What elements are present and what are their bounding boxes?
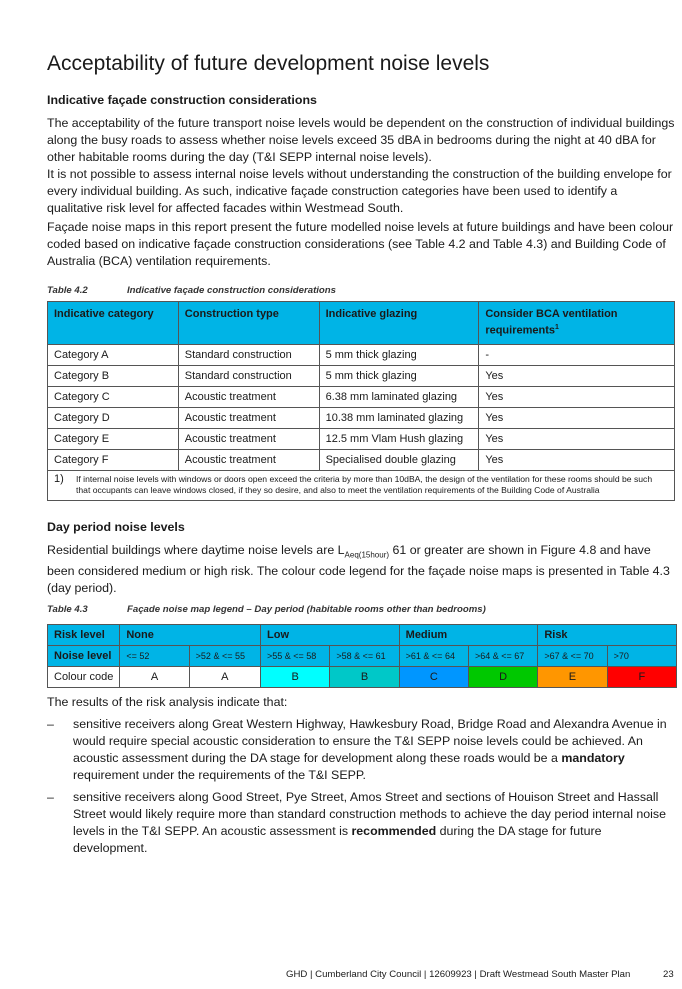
subscript: Aeq(15hour): [344, 550, 390, 560]
table-cell: 5 mm thick glazing: [319, 365, 479, 386]
text: sensitive receivers along Good Street, Pye Street, Amos Street and sections of Houison Street and Hassall Street would likely require more than standard construction methods to achieve the day period internal noise levels in the T&I SEPP. An acoustic assessment is: [73, 790, 667, 838]
colour-code-cell: C: [399, 667, 468, 688]
noise-map-legend-table: [47, 624, 677, 688]
results-intro: The results of the risk analysis indicate that:: [47, 695, 288, 709]
table-header: [479, 302, 675, 345]
table-cell: 10.38 mm laminated glazing: [319, 407, 479, 428]
dash: –: [47, 717, 54, 731]
table-row: [48, 365, 675, 386]
table-cell: Yes: [479, 365, 675, 386]
footnote-text: If internal noise levels with windows or doors open exceed the criteria by more than 10dBA, the design of the ventilation for these rooms should be such that occupants can leave windows closed, if they so desire, and also to meet the ventilation requirements of the Building Code of Australia: [76, 473, 653, 495]
table-4-2-title: Indicative façade construction considerations: [127, 285, 336, 296]
risk-none: None: [120, 625, 261, 646]
risk-level-label: Risk level: [48, 625, 120, 646]
table-cell: Category B: [48, 365, 179, 386]
table-cell: Specialised double glazing: [319, 449, 479, 470]
table-cell: 5 mm thick glazing: [319, 344, 479, 365]
table-cell: Standard construction: [178, 365, 319, 386]
table-4-2-number: Table 4.2: [47, 285, 88, 296]
noise-level-cell: >67 & <= 70: [538, 646, 607, 667]
footnote-number: 1): [54, 472, 64, 485]
table-row: [48, 428, 675, 449]
colour-code-cell: B: [330, 667, 399, 688]
page-title: Acceptability of future development noise levels: [47, 52, 490, 75]
table-cell: Acoustic treatment: [178, 428, 319, 449]
table-cell: Standard construction: [178, 344, 319, 365]
paragraph-1: The acceptability of the future transport noise levels would be dependent on the construction of individual buildings along the busy roads to assess whether noise levels exceed 35 dBA in bedrooms during the night at 40 dBA for other habitable rooms during the day (T&I SEPP internal noise levels).: [47, 116, 675, 164]
table-cell: Category C: [48, 386, 179, 407]
colour-code-cell: E: [538, 667, 607, 688]
table-header: Indicative category: [48, 302, 179, 345]
noise-level-label: Noise level: [48, 646, 120, 667]
colour-code-cell: A: [120, 667, 189, 688]
table-cell: 6.38 mm laminated glazing: [319, 386, 479, 407]
noise-level-cell: >70: [607, 646, 676, 667]
section-heading-day-period: Day period noise levels: [47, 520, 185, 534]
colour-code-label: Colour code: [48, 667, 120, 688]
noise-level-cell: >61 & <= 64: [399, 646, 468, 667]
colour-code-cell: D: [468, 667, 537, 688]
colour-code-cell: B: [261, 667, 330, 688]
table-cell: Yes: [479, 386, 675, 407]
table-4-2-caption: [47, 285, 336, 296]
noise-level-cell: >64 & <= 67: [468, 646, 537, 667]
text: requirement under the requirements of the T&I SEPP.: [73, 768, 366, 782]
paragraph-day-period: [47, 542, 675, 597]
table-cell: Category D: [48, 407, 179, 428]
table-cell: Acoustic treatment: [178, 449, 319, 470]
table-cell: Yes: [479, 449, 675, 470]
table-row: [48, 449, 675, 470]
table-cell: Category A: [48, 344, 179, 365]
text: during the DA stage for future development.: [73, 824, 602, 855]
paragraph-3: Façade noise maps in this report present the future modelled noise levels at future buildings and have been colour coded based on indicative façade construction considerations (see Table 4.2 and Table 4.3) and Building Code of Australia (BCA) ventilation requirements.: [47, 220, 674, 268]
paragraph-2: It is not possible to assess internal noise levels without understanding the construction of the building envelope for every individual building. As such, indicative façade construction categories have been used to identify a qualitative risk level for affected facades within Westmead South.: [47, 167, 672, 215]
footnote-ref: 1: [555, 324, 559, 331]
table-4-3-number: Table 4.3: [47, 604, 88, 615]
table-cell: -: [479, 344, 675, 365]
risk-low: Low: [261, 625, 400, 646]
colour-code-cell: A: [189, 667, 260, 688]
list-item: [47, 789, 677, 857]
table-row: [48, 386, 675, 407]
table-cell: Yes: [479, 428, 675, 449]
table-cell: Yes: [479, 407, 675, 428]
text: Residential buildings where daytime noise levels are L: [47, 543, 345, 557]
table-4-3-caption: [47, 604, 486, 615]
emphasis: recommended: [351, 824, 437, 838]
table-cell: Category F: [48, 449, 179, 470]
colour-code-cell: F: [607, 667, 676, 688]
risk-high: Risk: [538, 625, 677, 646]
noise-level-cell: >58 & <= 61: [330, 646, 399, 667]
facade-construction-table: [47, 301, 675, 501]
table-cell: Acoustic treatment: [178, 386, 319, 407]
table-body: [48, 344, 675, 470]
section-heading-facade: Indicative façade construction considerations: [47, 93, 317, 107]
list-item: [47, 716, 677, 784]
emphasis: mandatory: [561, 751, 625, 765]
page-number: 23: [663, 969, 674, 980]
table-row: [48, 407, 675, 428]
text: 61 or greater are shown in Figure 4.8 and have been considered medium or high risk. The colour code legend for the façade noise maps is presented in Table 4.3 (day period).: [47, 543, 670, 596]
table-header: Indicative glazing: [319, 302, 479, 345]
text: sensitive receivers along Great Western Highway, Hawkesbury Road, Bridge Road and Alexandra Avenue in would require special acoustic consideration to ensure the T&I SEPP noise levels could be achieved. An acoustic assessment during the DA stage for development along these roads would be a: [73, 717, 667, 765]
dash: –: [47, 790, 54, 804]
table-cell: Category E: [48, 428, 179, 449]
table-cell: 12.5 mm Vlam Hush glazing: [319, 428, 479, 449]
noise-level-cell: <= 52: [120, 646, 189, 667]
results-list: [47, 716, 677, 857]
table-header-text: Consider BCA ventilation requirements: [485, 308, 618, 337]
noise-level-cell: >55 & <= 58: [261, 646, 330, 667]
table-row: [48, 344, 675, 365]
table-footnote: [48, 470, 675, 500]
footer-text: GHD | Cumberland City Council | 12609923 | Draft Westmead South Master Plan: [286, 969, 631, 980]
noise-level-cell: >52 & <= 55: [189, 646, 260, 667]
table-header: Construction type: [178, 302, 319, 345]
table-cell: Acoustic treatment: [178, 407, 319, 428]
risk-medium: Medium: [399, 625, 538, 646]
table-4-3-title: Façade noise map legend – Day period (habitable rooms other than bedrooms): [127, 604, 486, 615]
